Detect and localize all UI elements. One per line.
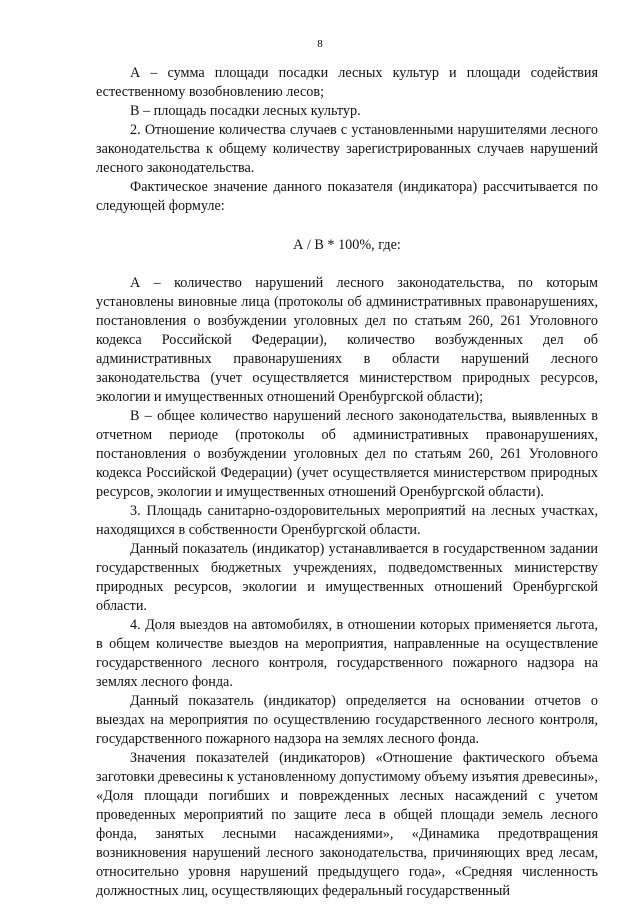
paragraph-b-definition: В – площадь посадки лесных культур.	[130, 103, 361, 119]
paragraph-a-violations: А – количество нарушений лесного законодательства, по которым установлены виновные лица (протоколы об административных правонарушениях, постановления о возбуждении уголовных дел по статьям 260, 261 Уголовного кодекса Российской Федерации), количество возбужденных дел об административных правонарушениях в области нарушений лесного законодательства (учет осуществляется министерством природных ресурсов, экологии и имущественных отношений Оренбургской области);	[96, 275, 598, 405]
page-body	[96, 64, 598, 901]
paragraph-indicator-3: 3. Площадь санитарно-оздоровительных мероприятий на лесных участках, находящихся в собственности Оренбургской области.	[96, 503, 598, 538]
paragraph-b-total-violations: В – общее количество нарушений лесного законодательства, выявленных в отчетном периоде (протоколы об административных правонарушениях, постановления о возбуждении уголовных дел по статьям 260, 261 Уголовного кодекса Российской Федерации) (учет осуществляется министерством природных ресурсов, экологии и имущественных отношений Оренбургской области).	[96, 408, 598, 500]
page-number: 8	[317, 38, 323, 50]
paragraph-indicator-3-note: Данный показатель (индикатор) устанавливается в государственном задании государственных бюджетных учреждениях, подведомственных министерству природных ресурсов, экологии и имущественных отношений Оренбургской области.	[96, 541, 598, 614]
paragraph-indicator-values: Значения показателей (индикаторов) «Отношение фактического объема заготовки древесины к установленному допустимому объему изъятия древесины», «Доля площади погибших и поврежденных лесных насаждений с учетом проведенных мероприятий по защите леса в общей площади земель лесного фонда, занятых лесными насаждениями», «Динамика предотвращения возникновения нарушений лесного законодательства, причиняющих вред лесам, относительно уровня нарушений предыдущего года», «Средняя численность должностных лиц, осуществляющих федеральный государственный	[96, 750, 598, 899]
paragraph-indicator-2: 2. Отношение количества случаев с установленными нарушителями лесного законодательства к общему количеству зарегистрированных случаев нарушений лесного законодательства.	[96, 122, 598, 176]
paragraph-a-definition: А – сумма площади посадки лесных культур и площади содействия естественному возобновлению лесов;	[96, 65, 598, 100]
formula: А / В * 100%, где:	[293, 237, 401, 253]
paragraph-indicator-4: 4. Доля выездов на автомобилях, в отношении которых применяется льгота, в общем количестве выездов на мероприятия, направленные на осуществление государственного лесного контроля, государственного пожарного надзора на землях лесного фонда.	[96, 617, 598, 690]
paragraph-indicator-4-note: Данный показатель (индикатор) определяется на основании отчетов о выездах на мероприятия по осуществлению государственного лесного контроля, государственного пожарного надзора на землях лесного фонда.	[96, 693, 598, 747]
paragraph-formula-intro: Фактическое значение данного показателя (индикатора) рассчитывается по следующей формуле:	[96, 179, 598, 214]
